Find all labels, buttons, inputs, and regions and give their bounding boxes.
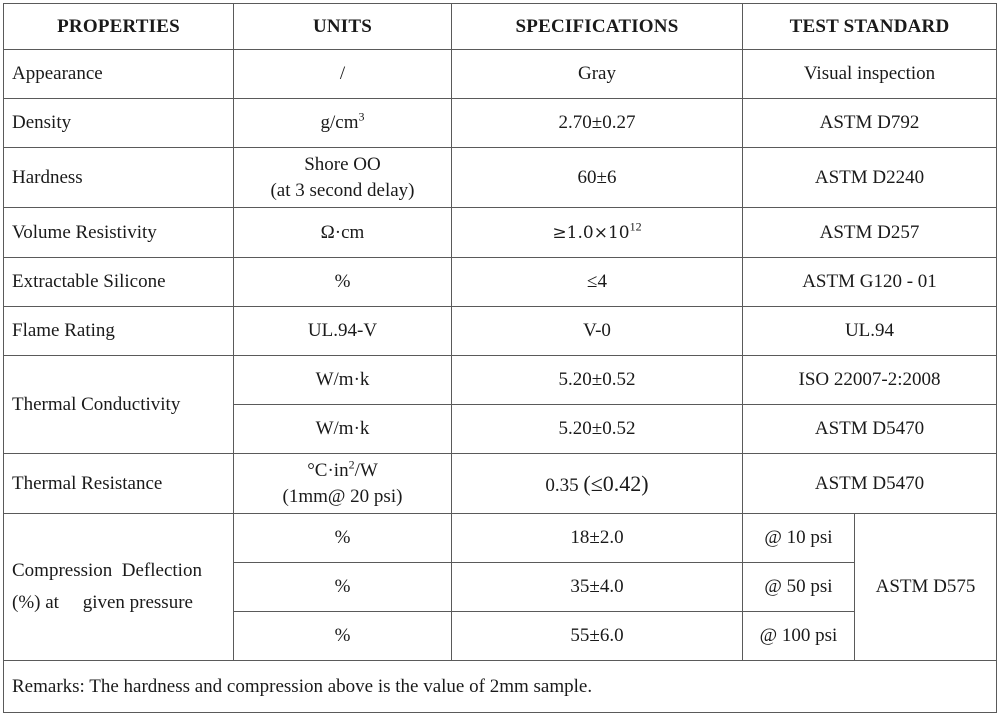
spec-compression-3: 55±6.0 [452,612,743,661]
spec-extractable-silicone: ≤4 [452,258,743,307]
unit-appearance: / [234,50,452,99]
standard-density: ASTM D792 [743,99,997,148]
unit-density [234,99,452,148]
unit-density-exponent: 3 [358,109,365,124]
unit-volume-resistivity: Ω·cm [234,208,452,258]
row-appearance [4,50,997,99]
spec-thermal-conductivity-1: 5.20±0.52 [452,356,743,405]
row-hardness [4,148,997,208]
spec-thermal-conductivity-2: 5.20±0.52 [452,405,743,454]
property-compression-deflection-line2: (%) at given pressure [12,592,193,613]
property-flame-rating: Flame Rating [4,307,234,356]
row-remarks [4,661,997,713]
property-thermal-conductivity: Thermal Conductivity [4,356,234,454]
header-units: UNITS [234,4,452,50]
spec-compression-2: 35±4.0 [452,563,743,612]
header-test-standard: TEST STANDARD [743,4,997,50]
properties-table [3,3,997,713]
spec-thermal-resistance-value: 0.35 [545,474,579,496]
row-volume-resistivity [4,208,997,258]
unit-thermal-resistance-line2: (1mm@ 20 psi) [282,485,403,507]
row-thermal-resistance [4,454,997,514]
unit-compression-1: % [234,514,452,563]
property-extractable-silicone: Extractable Silicone [4,258,234,307]
row-density [4,99,997,148]
row-flame-rating [4,307,997,356]
property-thermal-resistance: Thermal Resistance [4,454,234,514]
spec-volume-resistivity-exponent: 12 [629,219,642,234]
pressure-compression-1: @ 10 psi [743,514,855,563]
unit-hardness [234,148,452,208]
unit-thermal-resistance [234,454,452,514]
property-compression-deflection-line1: Compression Deflection [12,560,202,582]
standard-flame-rating: UL.94 [743,307,997,356]
unit-density-base: g/cm [320,112,359,134]
header-specifications: SPECIFICATIONS [452,4,743,50]
unit-thermal-resistance-base: °C·in [307,459,349,481]
unit-extractable-silicone: % [234,258,452,307]
unit-thermal-conductivity-2: W/m·k [234,405,452,454]
remarks-text: Remarks: The hardness and compression above is the value of 2mm sample. [4,661,997,713]
header-properties: PROPERTIES [4,4,234,50]
spec-flame-rating: V-0 [452,307,743,356]
property-appearance: Appearance [4,50,234,99]
standard-volume-resistivity: ASTM D257 [743,208,997,258]
property-compression-deflection [4,514,234,661]
unit-compression-2: % [234,563,452,612]
spec-volume-resistivity-base: ≥1.0×10 [552,222,630,243]
property-density: Density [4,99,234,148]
standard-compression-deflection: ASTM D575 [855,514,997,661]
pressure-compression-3: @ 100 psi [743,612,855,661]
spec-thermal-resistance-max: (≤0.42) [583,470,649,496]
row-thermal-conductivity-1 [4,356,997,405]
unit-hardness-line1: Shore OO [304,153,381,175]
unit-thermal-resistance-exponent: 2 [348,457,355,472]
row-extractable-silicone [4,258,997,307]
spec-hardness: 60±6 [452,148,743,208]
standard-thermal-conductivity-1: ISO 22007-2:2008 [743,356,997,405]
unit-compression-3: % [234,612,452,661]
spec-thermal-resistance [452,454,743,514]
unit-thermal-resistance-line1 [242,458,443,484]
unit-flame-rating: UL.94-V [234,307,452,356]
spec-appearance: Gray [452,50,743,99]
property-hardness: Hardness [4,148,234,208]
row-compression-deflection-1 [4,514,997,563]
header-row [4,4,997,50]
pressure-compression-2: @ 50 psi [743,563,855,612]
standard-extractable-silicone: ASTM G120 - 01 [743,258,997,307]
standard-thermal-conductivity-2: ASTM D5470 [743,405,997,454]
unit-thermal-conductivity-1: W/m·k [234,356,452,405]
standard-hardness: ASTM D2240 [743,148,997,208]
unit-hardness-line2: (at 3 second delay) [270,179,415,201]
property-volume-resistivity: Volume Resistivity [4,208,234,258]
unit-thermal-resistance-tail: /W [354,459,378,481]
spec-compression-1: 18±2.0 [452,514,743,563]
spec-volume-resistivity [452,208,743,258]
standard-thermal-resistance: ASTM D5470 [743,454,997,514]
standard-appearance: Visual inspection [743,50,997,99]
spec-density: 2.70±0.27 [452,99,743,148]
